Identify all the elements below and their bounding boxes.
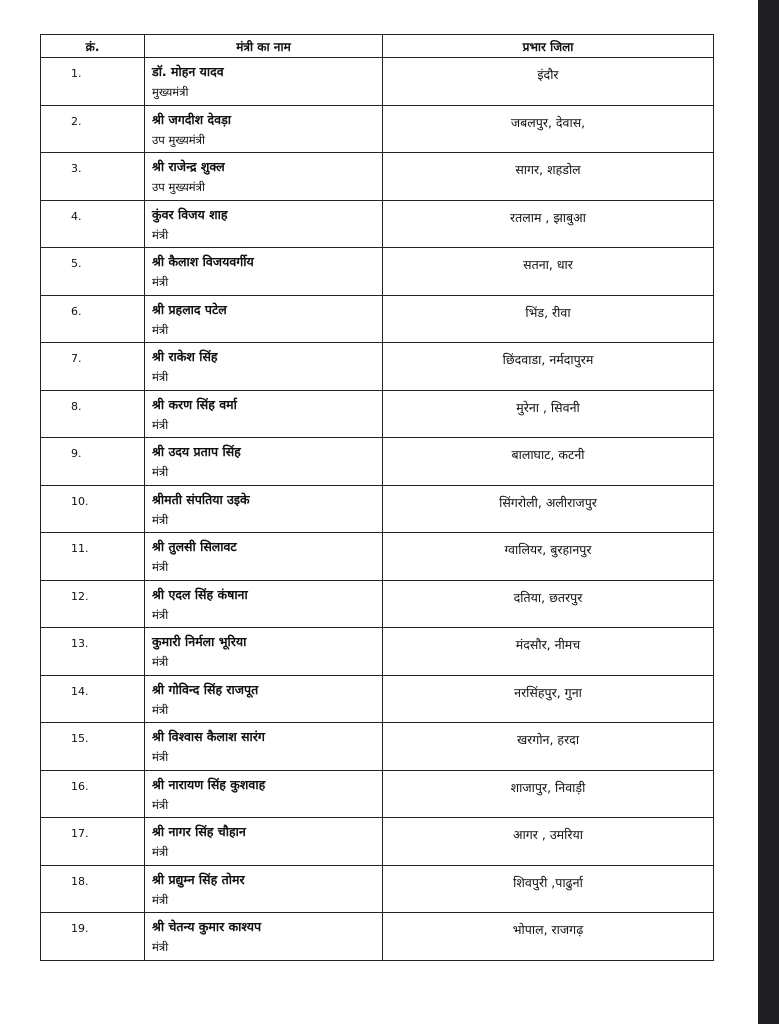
- in-charge-district: आगर , उमरिया: [383, 818, 714, 866]
- minister-designation: मंत्री: [152, 845, 169, 859]
- minister-designation: मंत्री: [152, 417, 169, 432]
- minister-designation: मंत्री: [152, 940, 169, 954]
- table-row: [41, 485, 714, 533]
- in-charge-district: छिंदवाडा, नर्मदापुरम: [383, 343, 714, 391]
- table-row: [41, 200, 714, 248]
- serial-number: 4.: [41, 200, 145, 248]
- minister-designation: मंत्री: [152, 512, 169, 527]
- table-row: [41, 533, 714, 581]
- minister-cell: [145, 248, 383, 296]
- serial-number: 10.: [41, 485, 145, 533]
- minister-name: श्री करण सिंह वर्मा: [152, 396, 237, 412]
- in-charge-district: मंदसौर, नीमच: [383, 628, 714, 676]
- in-charge-district: भोपाल, राजगढ़: [383, 913, 714, 961]
- serial-number: 15.: [41, 723, 145, 771]
- minister-cell: [145, 200, 383, 248]
- table-row: [41, 105, 714, 153]
- minister-cell: [145, 675, 383, 723]
- minister-name: श्री कैलाश विजयवर्गीय: [152, 254, 254, 269]
- serial-number: 14.: [41, 675, 145, 723]
- minister-district-table: [40, 34, 714, 961]
- minister-designation: मंत्री: [152, 275, 169, 289]
- minister-designation: मंत्री: [152, 892, 169, 907]
- in-charge-district: मुरेना , सिवनी: [383, 390, 714, 438]
- minister-cell: [145, 913, 383, 961]
- minister-designation: उप मुख्यमंत्री: [152, 132, 205, 147]
- minister-cell: [145, 865, 383, 913]
- serial-number: 18.: [41, 865, 145, 913]
- minister-designation: मंत्री: [152, 797, 169, 812]
- minister-name: श्री चेतन्य कुमार काश्यप: [152, 919, 262, 934]
- minister-cell: [145, 533, 383, 581]
- minister-cell: [145, 295, 383, 343]
- in-charge-district: दतिया, छतरपुर: [383, 580, 714, 628]
- serial-number: 9.: [41, 438, 145, 486]
- in-charge-district: रतलाम , झाबुआ: [383, 200, 714, 248]
- in-charge-district: जबलपुर, देवास,: [383, 105, 714, 153]
- table-row: [41, 248, 714, 296]
- in-charge-district: सतना, धार: [383, 248, 714, 296]
- table-row: [41, 628, 714, 676]
- minister-name: श्री गोविन्द सिंह राजपूत: [152, 681, 259, 697]
- serial-number: 2.: [41, 105, 145, 153]
- minister-cell: [145, 770, 383, 818]
- in-charge-district: शिवपुरी ,पाढुर्ना: [383, 865, 714, 913]
- in-charge-district: शाजापुर, निवाड़ी: [383, 770, 714, 818]
- minister-name: श्री नागर सिंह चौहान: [152, 824, 246, 839]
- header-minister-name: मंत्री का नाम: [145, 35, 383, 58]
- minister-name: श्री प्रद्युम्न सिंह तोमर: [152, 871, 245, 887]
- table-row: [41, 865, 714, 913]
- minister-cell: [145, 723, 383, 771]
- in-charge-district: बालाघाट, कटनी: [383, 438, 714, 486]
- document-page: [40, 34, 713, 961]
- table-row: [41, 153, 714, 201]
- minister-name: कुमारी निर्मला भूरिया: [152, 634, 247, 649]
- minister-name: श्री तुलसी सिलावट: [152, 539, 237, 554]
- serial-number: 3.: [41, 153, 145, 201]
- minister-name: श्री एदल सिंह कंषाना: [152, 586, 248, 602]
- in-charge-district: नरसिंहपुर, गुना: [383, 675, 714, 723]
- serial-number: 6.: [41, 295, 145, 343]
- minister-designation: मंत्री: [152, 465, 169, 479]
- table-row: [41, 343, 714, 391]
- minister-designation: मंत्री: [152, 560, 169, 574]
- minister-cell: [145, 628, 383, 676]
- serial-number: 1.: [41, 58, 145, 106]
- minister-cell: [145, 58, 383, 106]
- minister-name: श्री राकेश सिंह: [152, 349, 218, 364]
- minister-name: श्री विश्वास कैलाश सारंग: [152, 729, 265, 744]
- minister-name: श्री प्रहलाद पटेल: [152, 301, 227, 317]
- table-row: [41, 438, 714, 486]
- in-charge-district: ग्वालियर, बुरहानपुर: [383, 533, 714, 581]
- minister-name: कुंवर विजय शाह: [152, 206, 228, 222]
- minister-cell: [145, 343, 383, 391]
- minister-cell: [145, 105, 383, 153]
- minister-name: डॉ. मोहन यादव: [152, 64, 224, 79]
- table-body: [41, 58, 714, 961]
- screen-edge-band: [758, 0, 779, 1024]
- table-row: [41, 295, 714, 343]
- minister-name: श्रीमती संपतिया उइके: [152, 491, 250, 507]
- minister-cell: [145, 153, 383, 201]
- header-district: प्रभार जिला: [383, 35, 714, 58]
- minister-cell: [145, 390, 383, 438]
- minister-cell: [145, 485, 383, 533]
- table-row: [41, 770, 714, 818]
- in-charge-district: इंदौर: [383, 58, 714, 106]
- minister-designation: मंत्री: [152, 607, 169, 622]
- table-header: [41, 35, 714, 58]
- serial-number: 7.: [41, 343, 145, 391]
- serial-number: 16.: [41, 770, 145, 818]
- minister-designation: मंत्री: [152, 655, 169, 669]
- table-row: [41, 675, 714, 723]
- table-row: [41, 913, 714, 961]
- table-row: [41, 818, 714, 866]
- minister-name: श्री जगदीश देवड़ा: [152, 111, 231, 127]
- serial-number: 19.: [41, 913, 145, 961]
- minister-name: श्री उदय प्रताप सिंह: [152, 444, 241, 459]
- in-charge-district: खरगोन, हरदा: [383, 723, 714, 771]
- minister-cell: [145, 438, 383, 486]
- in-charge-district: भिंड, रीवा: [383, 295, 714, 343]
- in-charge-district: सिंगरोली, अलीराजपुर: [383, 485, 714, 533]
- minister-designation: मुख्यमंत्री: [152, 85, 189, 99]
- serial-number: 13.: [41, 628, 145, 676]
- serial-number: 11.: [41, 533, 145, 581]
- minister-designation: उप मुख्यमंत्री: [152, 180, 205, 194]
- minister-designation: मंत्री: [152, 750, 169, 764]
- table-row: [41, 58, 714, 106]
- minister-designation: मंत्री: [152, 370, 169, 384]
- minister-cell: [145, 818, 383, 866]
- serial-number: 5.: [41, 248, 145, 296]
- header-serial-number: क्रं.: [41, 35, 145, 58]
- minister-designation: मंत्री: [152, 322, 169, 337]
- serial-number: 12.: [41, 580, 145, 628]
- header-row: [41, 35, 714, 58]
- table-row: [41, 723, 714, 771]
- serial-number: 17.: [41, 818, 145, 866]
- minister-designation: मंत्री: [152, 227, 169, 242]
- minister-designation: मंत्री: [152, 702, 169, 717]
- minister-name: श्री राजेन्द्र शुक्ल: [152, 159, 225, 174]
- minister-cell: [145, 580, 383, 628]
- table-row: [41, 580, 714, 628]
- in-charge-district: सागर, शहडोल: [383, 153, 714, 201]
- minister-name: श्री नारायण सिंह कुशवाह: [152, 776, 266, 792]
- serial-number: 8.: [41, 390, 145, 438]
- table-row: [41, 390, 714, 438]
